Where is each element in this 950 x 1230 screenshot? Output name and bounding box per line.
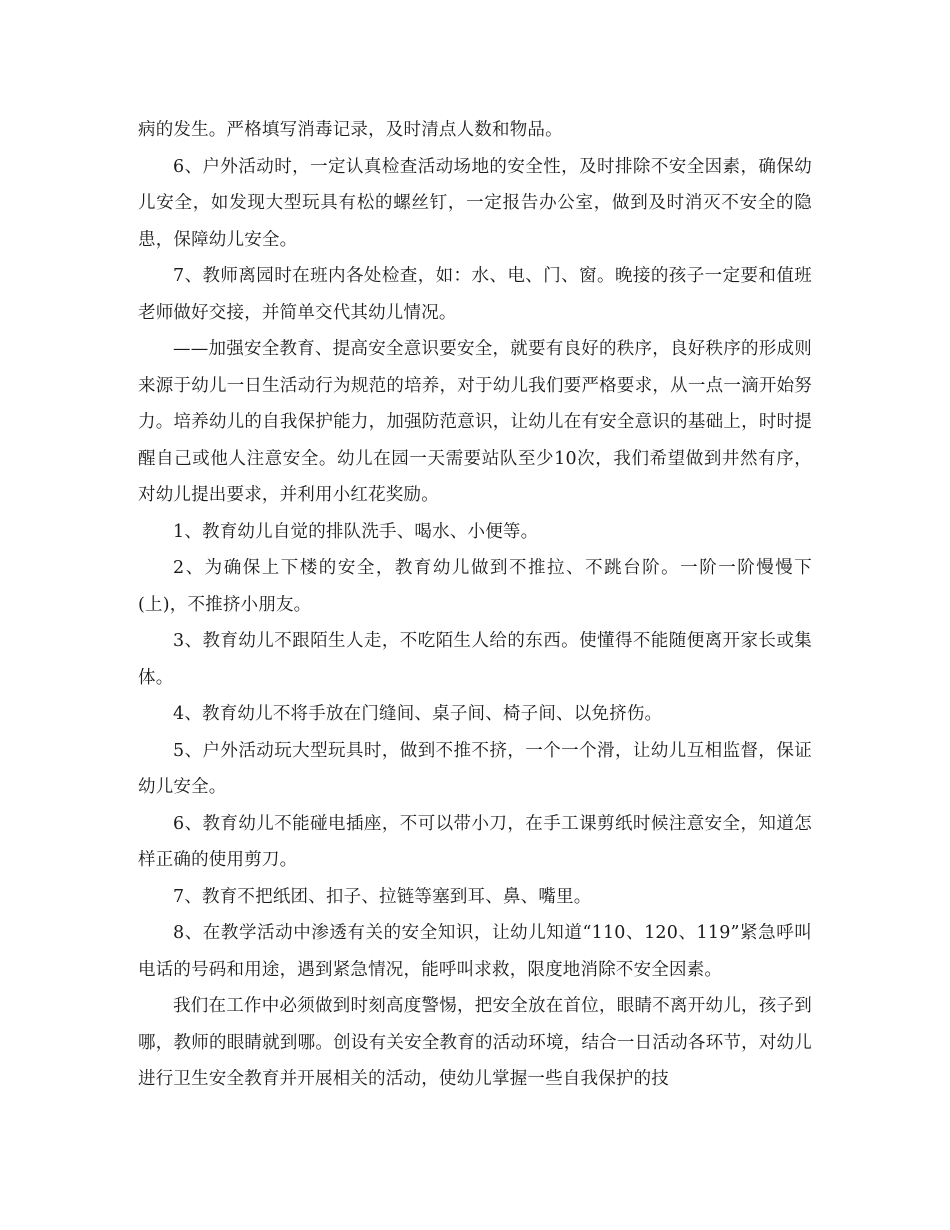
- paragraph-edu-2: 2、为确保上下楼的安全，教育幼儿做到不推拉、不跳台阶。一阶一阶慢慢下(上)，不推挤小朋友。: [138, 558, 812, 615]
- paragraph-item-6-outdoor-check: 6、户外活动时，一定认真检查活动场地的安全性，及时排除不安全因素，确保幼儿安全，如发现大型玩具有松的螺丝钉，一定报告办公室，做到及时消灭不安全的隐患，保障幼儿安全。: [138, 156, 812, 250]
- paragraph-edu-7: 7、教育不把纸团、扣子、拉链等塞到耳、鼻、嘴里。: [173, 886, 592, 907]
- document-body: [138, 112, 812, 1098]
- paragraph-edu-5: 5、户外活动玩大型玩具时，做到不推不挤，一个一个滑，让幼儿互相监督，保证幼儿安全。: [138, 740, 812, 797]
- paragraph-safety-education-intro: ——加强安全教育、提高安全意识要安全，就要有良好的秩序，良好秩序的形成则来源于幼儿一日生活动行为规范的培养，对于幼儿我们要严格要求，从一点一滴开始努力。培养幼儿的自我保护能力，加强防范意识，让幼儿在有安全意识的基础上，时时提醒自己或他人注意安全。幼儿在园一天需要站队至少10次，我们希望做到井然有序，对幼儿提出要求，并利用小红花奖励。: [138, 339, 812, 505]
- paragraph-edu-8: 8、在教学活动中渗透有关的安全知识，让幼儿知道“110、120、119”紧急呼叫电话的号码和用途，遇到紧急情况，能呼叫求救，限度地消除不安全因素。: [138, 923, 812, 980]
- paragraph-continuation: 病的发生。严格填写消毒记录，及时清点人数和物品。: [138, 120, 563, 140]
- paragraph-conclusion: 我们在工作中必须做到时刻高度警惕，把安全放在首位，眼睛不离开幼儿，孩子到哪，教师的眼睛就到哪。创设有关安全教育的活动环境，结合一日活动各环节，对幼儿进行卫生安全教育并开展相关的活动，使幼儿掌握一些自我保护的技: [138, 996, 812, 1089]
- paragraph-edu-4: 4、教育幼儿不将手放在门缝间、桌子间、椅子间、以免挤伤。: [173, 704, 663, 724]
- paragraph-edu-6: 6、教育幼儿不能碰电插座，不可以带小刀，在手工课剪纸时候注意安全，知道怎样正确的使用剪刀。: [138, 813, 812, 870]
- paragraph-edu-1: 1、教育幼儿自觉的排队洗手、喝水、小便等。: [173, 521, 539, 542]
- paragraph-item-7-leaving-check: 7、教师离园时在班内各处检查，如：水、电、门、窗。晚接的孩子一定要和值班老师做好交接，并简单交代其幼儿情况。: [138, 266, 812, 323]
- paragraph-edu-3: 3、教育幼儿不跟陌生人走，不吃陌生人给的东西。使懂得不能随便离开家长或集体。: [138, 631, 812, 688]
